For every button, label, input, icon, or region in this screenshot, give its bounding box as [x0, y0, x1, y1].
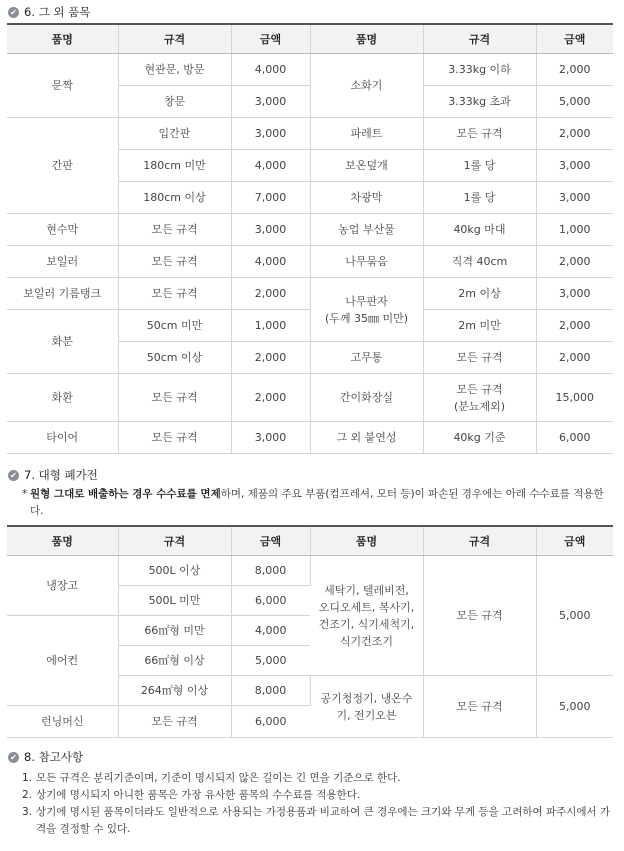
- item-name: 냉장고: [7, 556, 118, 616]
- item-name: 그 외 붙연성: [310, 422, 423, 454]
- item-spec: 모든 규격: [118, 706, 231, 738]
- item-spec: 66㎡형 미만: [118, 616, 231, 646]
- item-spec: 3.33kg 초과: [423, 86, 536, 118]
- reference-list: [0, 770, 624, 838]
- item-spec: 50cm 미만: [118, 310, 231, 342]
- header-spec: 규격: [423, 24, 536, 54]
- item-price: 2,000: [536, 54, 613, 86]
- item-price: 2,000: [536, 342, 613, 374]
- note-bold: 원형 그대로 배출하는 경우 수수료를 면제: [30, 488, 221, 500]
- item-spec: 입간판: [118, 118, 231, 150]
- section-8-title: ✔ 8. 참고사항: [0, 746, 624, 768]
- item-spec: 180cm 이상: [118, 182, 231, 214]
- item-spec: 모든 규격: [118, 374, 231, 422]
- table-header-row: [7, 526, 613, 556]
- check-icon: ✔: [8, 752, 19, 763]
- item-price: 2,000: [536, 246, 613, 278]
- item-spec: 현관문, 방문: [118, 54, 231, 86]
- item-spec-line: 모든 규격: [456, 382, 503, 396]
- item-price: 3,000: [536, 182, 613, 214]
- item-price: 4,000: [231, 616, 310, 646]
- header-spec: 규격: [423, 526, 536, 556]
- header-price: 금액: [536, 24, 613, 54]
- item-name: [310, 278, 423, 342]
- item-price: 8,000: [231, 556, 310, 586]
- section-7-title: ✔ 7. 대형 폐가전: [0, 464, 624, 486]
- item-price: 3,000: [231, 422, 310, 454]
- item-price: 3,000: [231, 214, 310, 246]
- item-name: 에어컨: [7, 616, 118, 706]
- item-name: 차광막: [310, 182, 423, 214]
- item-price: 5,000: [231, 646, 310, 676]
- section-8: [0, 746, 624, 838]
- item-spec: 1롤 당: [423, 182, 536, 214]
- table-row: [7, 246, 613, 278]
- item-spec: 모든 규격: [118, 246, 231, 278]
- item-spec: 모든 규격: [423, 676, 536, 738]
- item-price: 4,000: [231, 54, 310, 86]
- item-price: 5,000: [536, 86, 613, 118]
- header-price: 금액: [536, 526, 613, 556]
- list-item: 2. 상기에 명시되지 아니한 품목은 가장 유사한 품목의 수수료를 적용한다.: [22, 789, 361, 801]
- item-spec-note: (분뇨제외): [453, 399, 506, 413]
- item-name: 타이어: [7, 422, 118, 454]
- item-spec: 500L 이상: [118, 556, 231, 586]
- item-name: 런닝머신: [7, 706, 118, 738]
- item-spec: 모든 규격: [423, 556, 536, 676]
- item-spec: [423, 374, 536, 422]
- item-price: 3,000: [231, 118, 310, 150]
- asterisk-icon: *: [22, 488, 28, 500]
- item-spec: 창문: [118, 86, 231, 118]
- section-6-title: ✔ 6. 그 외 품목: [0, 1, 624, 23]
- item-spec: 3.33kg 이하: [423, 54, 536, 86]
- item-spec: 직격 40cm: [423, 246, 536, 278]
- item-name-line: 나무판자: [345, 294, 388, 308]
- fee-table-appliances: [7, 525, 613, 738]
- item-price: 5,000: [536, 676, 613, 738]
- item-name: 보일러 기름탱크: [7, 278, 118, 310]
- item-name: 농업 부산물: [310, 214, 423, 246]
- header-price: 금액: [231, 526, 310, 556]
- item-price: 5,000: [536, 556, 613, 676]
- item-price: 2,000: [231, 342, 310, 374]
- item-name: 고무통: [310, 342, 423, 374]
- item-price: 2,000: [536, 118, 613, 150]
- note-text: 하며, 제품의 주요 부품(컴프레셔, 모터 등)이 파손된 경우에는 아래 수수료를 적용한다.: [30, 488, 604, 517]
- item-spec: 40kg 기준: [423, 422, 536, 454]
- item-price: 15,000: [536, 374, 613, 422]
- item-price: 1,000: [536, 214, 613, 246]
- item-spec: 1롤 당: [423, 150, 536, 182]
- item-spec: 2m 미만: [423, 310, 536, 342]
- item-spec: 모든 규격: [118, 278, 231, 310]
- check-icon: ✔: [8, 7, 19, 18]
- table-row: [7, 214, 613, 246]
- table-row: [7, 556, 613, 586]
- item-name: 화환: [7, 374, 118, 422]
- item-price: 6,000: [536, 422, 613, 454]
- item-name-note: (두께 35㎜ 미만): [324, 311, 409, 325]
- list-item: 1. 모든 규격은 분리기준이며, 기준이 명시되지 않은 길이는 긴 면을 기준으로 한다.: [22, 772, 401, 784]
- item-name: 소화기: [310, 54, 423, 118]
- check-icon: ✔: [8, 470, 19, 481]
- section-7: [0, 464, 624, 738]
- item-price: 3,000: [536, 150, 613, 182]
- header-item: 품명: [310, 24, 423, 54]
- item-spec: 모든 규격: [118, 214, 231, 246]
- list-item: 3. 상기에 명시된 품목이더라도 일반적으로 사용되는 가정용품과 비교하여 큰 경우에는 크기와 무게 등을 고려하여 파주시에서 가격을 결정할 수 있다.: [22, 806, 611, 835]
- item-name: 나무묶음: [310, 246, 423, 278]
- header-item: 품명: [310, 526, 423, 556]
- table-header-row: [7, 24, 613, 54]
- item-price: 3,000: [231, 86, 310, 118]
- section-7-note: [0, 486, 624, 520]
- item-name: 현수막: [7, 214, 118, 246]
- item-price: 2,000: [536, 310, 613, 342]
- header-price: 금액: [231, 24, 310, 54]
- item-spec: 50cm 이상: [118, 342, 231, 374]
- item-spec: 180cm 미만: [118, 150, 231, 182]
- item-spec: 264㎡형 이상: [118, 676, 231, 706]
- section-6: [0, 1, 624, 454]
- item-name: 간판: [7, 118, 118, 214]
- item-spec: 66㎡형 이상: [118, 646, 231, 676]
- item-spec: 모든 규격: [423, 118, 536, 150]
- header-spec: 규격: [118, 526, 231, 556]
- header-item: 품명: [7, 526, 118, 556]
- item-spec: 500L 미만: [118, 586, 231, 616]
- item-price: 6,000: [231, 586, 310, 616]
- item-price: 6,000: [231, 706, 310, 738]
- header-item: 품명: [7, 24, 118, 54]
- item-price: 4,000: [231, 150, 310, 182]
- item-name: 화분: [7, 310, 118, 374]
- item-price: 4,000: [231, 246, 310, 278]
- table-row: [7, 118, 613, 150]
- item-name: 문짝: [7, 54, 118, 118]
- table-row: [7, 54, 613, 86]
- item-name: 세탁기, 텔레비전, 오디오세트, 복사기, 건조기, 식기세척기, 식기건조기: [310, 556, 423, 676]
- table-row: [7, 422, 613, 454]
- item-price: 2,000: [231, 278, 310, 310]
- item-name: 간이화장실: [310, 374, 423, 422]
- table-row: [7, 374, 613, 422]
- item-name: 파레트: [310, 118, 423, 150]
- item-spec: 모든 규격: [423, 342, 536, 374]
- header-spec: 규격: [118, 24, 231, 54]
- item-name: 공기청정기, 냉온수기, 전기오븐: [310, 676, 423, 738]
- item-spec: 모든 규격: [118, 422, 231, 454]
- item-price: 1,000: [231, 310, 310, 342]
- item-name: 보온덮개: [310, 150, 423, 182]
- item-spec: 40kg 마대: [423, 214, 536, 246]
- item-name: 보일러: [7, 246, 118, 278]
- item-price: 2,000: [231, 374, 310, 422]
- item-price: 8,000: [231, 676, 310, 706]
- item-price: 7,000: [231, 182, 310, 214]
- fee-table-other-items: [7, 23, 613, 454]
- table-row: [7, 278, 613, 310]
- item-spec: 2m 이상: [423, 278, 536, 310]
- item-price: 3,000: [536, 278, 613, 310]
